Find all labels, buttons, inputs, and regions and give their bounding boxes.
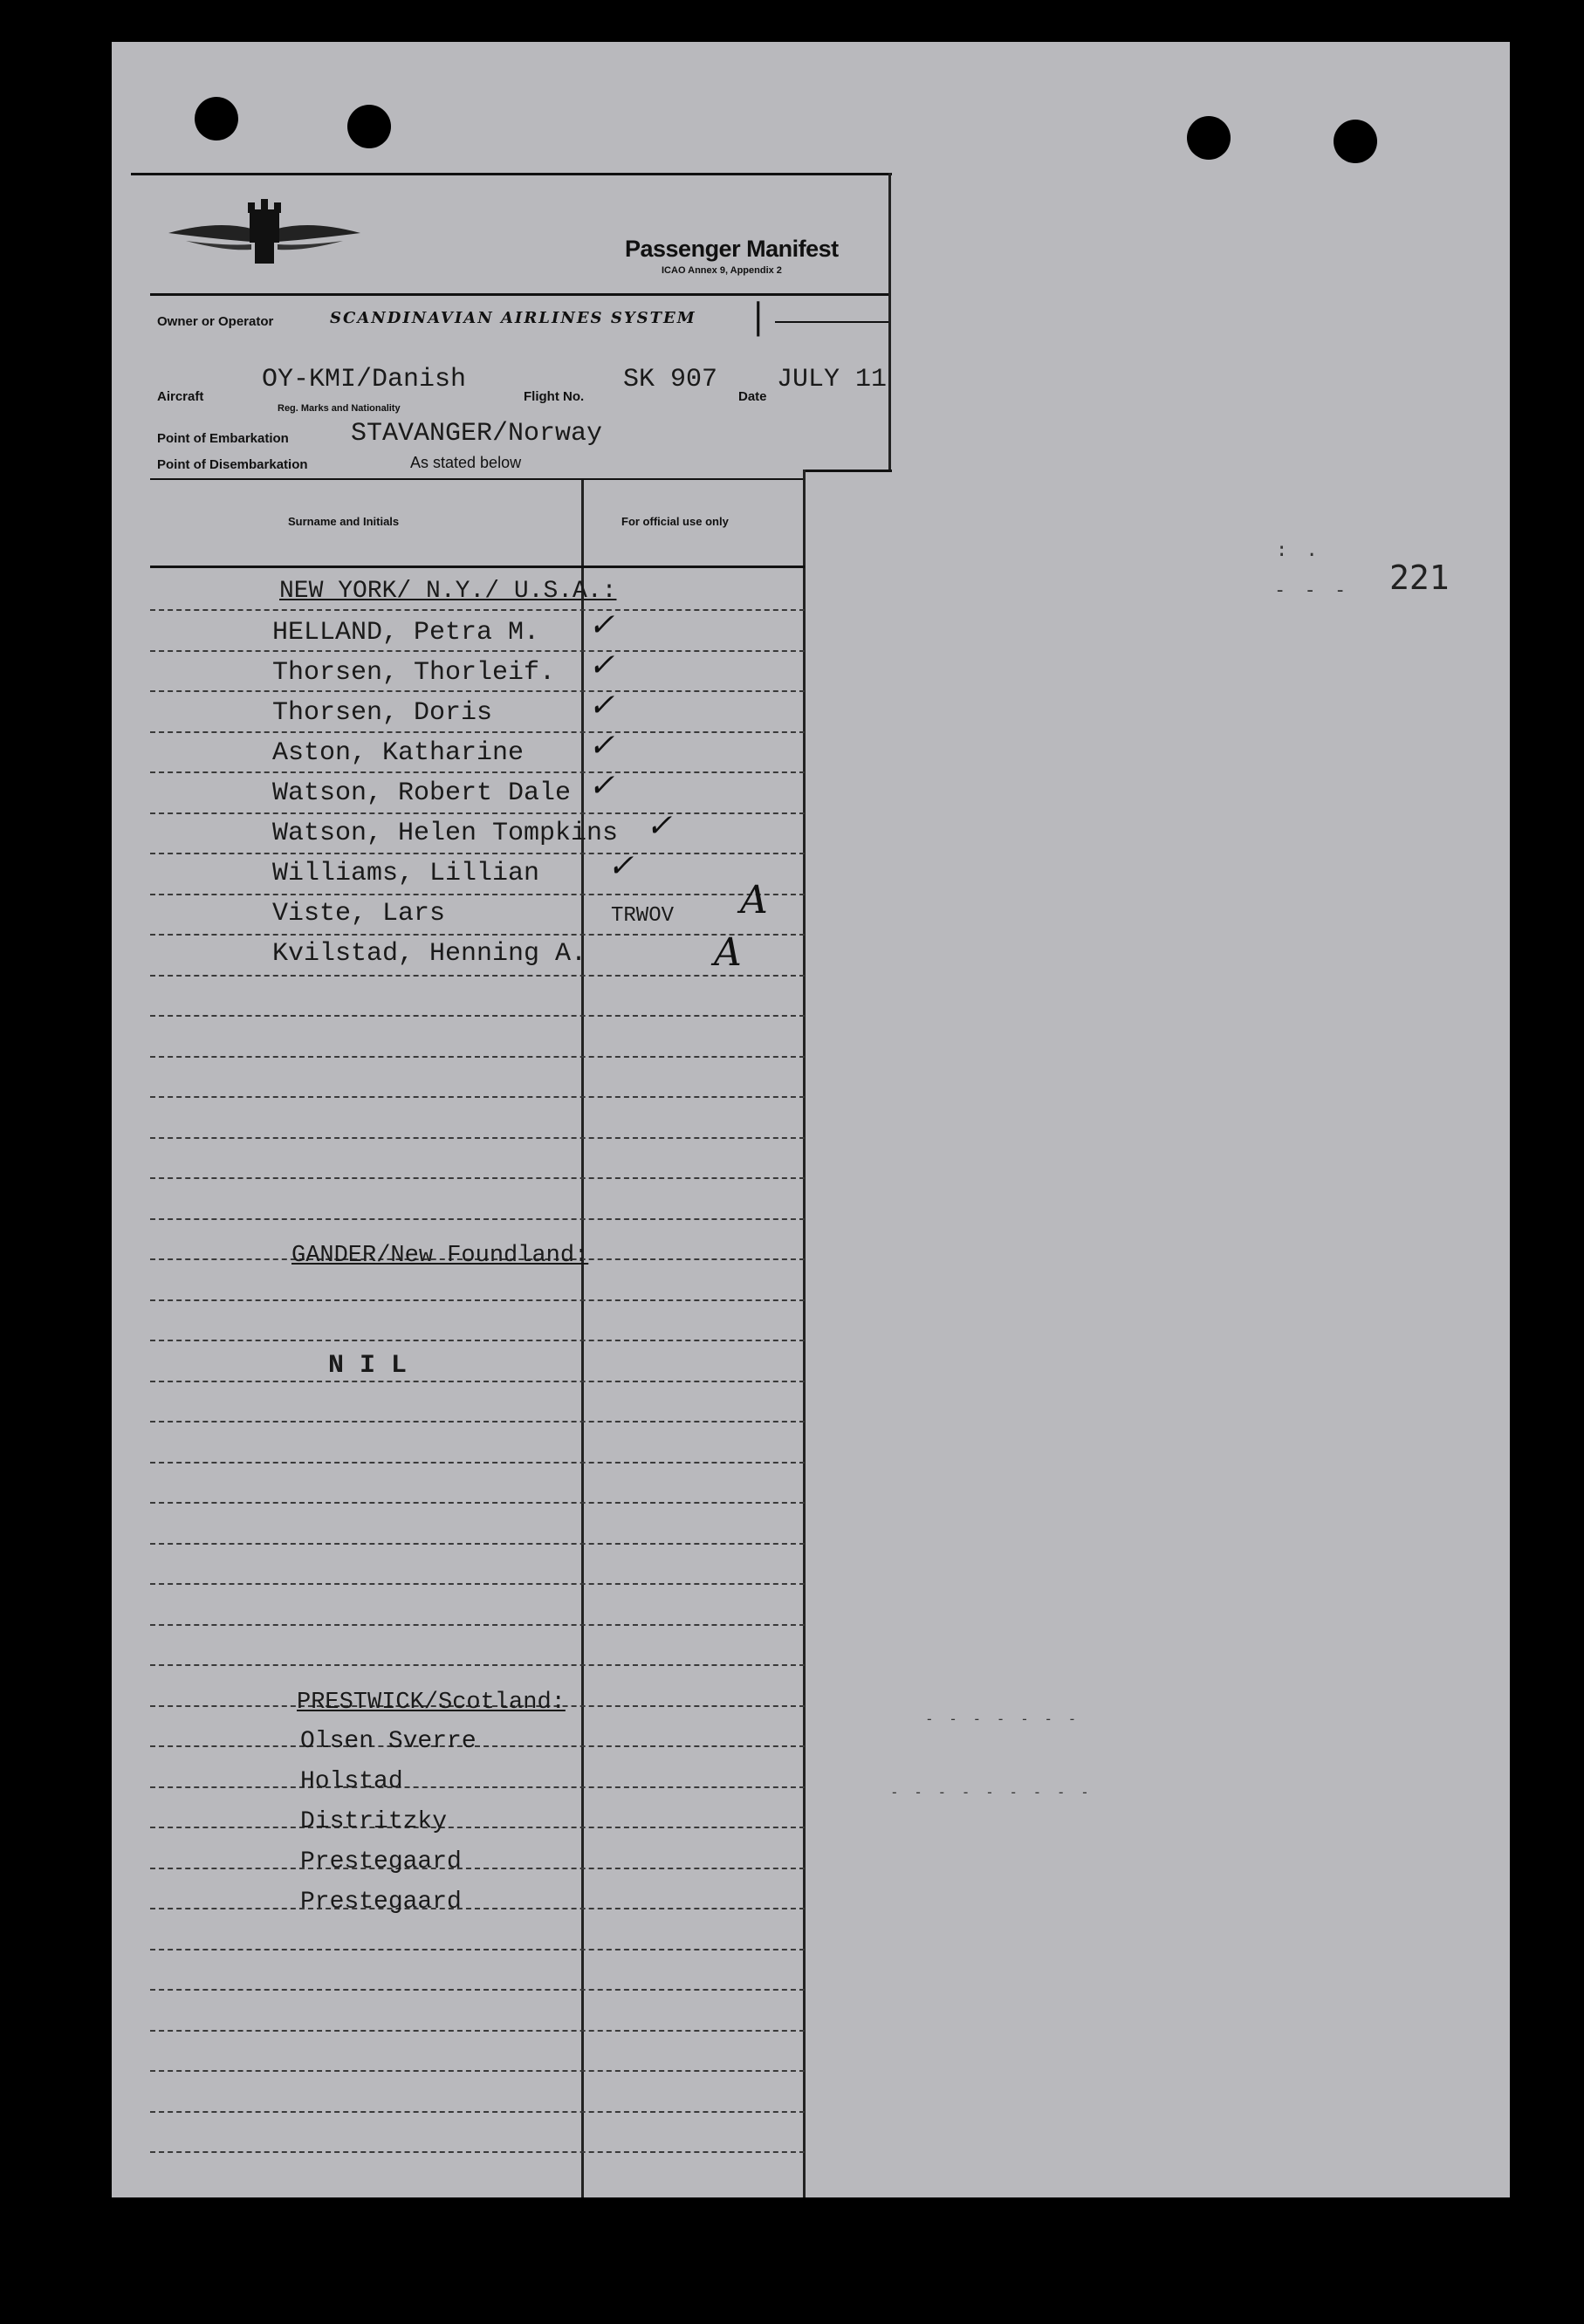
column-header-name: Surname and Initials <box>288 515 400 528</box>
ruled-line <box>150 1543 805 1545</box>
passenger-name: HELLAND, Petra M. <box>272 618 540 648</box>
ruled-line <box>150 1745 805 1747</box>
ruled-line <box>150 1177 805 1179</box>
ruled-line <box>150 1462 805 1464</box>
check-mark: ✓ <box>588 728 615 764</box>
passenger-name: Aston, Katharine <box>272 738 525 768</box>
check-mark: ✓ <box>588 768 615 804</box>
section-heading-gander: GANDER/New Foundland: <box>291 1243 589 1269</box>
handwritten-a: A <box>740 878 768 922</box>
passenger-name: Prestegaard <box>300 1889 462 1916</box>
column-header-border <box>150 566 805 568</box>
header-step <box>805 470 892 472</box>
ruled-line <box>150 894 805 895</box>
aircraft-label: Aircraft <box>157 389 204 404</box>
passenger-name: Distritzky <box>300 1808 448 1835</box>
operator-value: SCANDINAVIAN AIRLINES SYSTEM <box>330 309 696 327</box>
section-heading-prestwick: PRESTWICK/Scotland: <box>297 1690 566 1716</box>
punch-hole <box>347 105 391 148</box>
punch-hole <box>195 97 238 141</box>
disembarkation-value: As stated below <box>410 454 522 471</box>
ruled-line <box>150 1056 805 1058</box>
ruled-line <box>150 2151 805 2153</box>
airline-logo-icon <box>164 194 365 277</box>
passenger-name: Thorsen, Thorleif. <box>272 658 556 688</box>
ruled-line <box>150 2030 805 2032</box>
header-top-border <box>131 173 892 175</box>
check-mark: ✓ <box>607 848 634 884</box>
ruled-line <box>150 812 805 814</box>
passenger-name: Watson, Robert Dale <box>272 778 572 808</box>
ruled-line <box>150 853 805 854</box>
ruled-line <box>150 731 805 733</box>
ruled-line <box>150 1421 805 1423</box>
bleed-through-mark: - - - - - - - - - <box>890 1784 1093 1800</box>
header-divider <box>150 293 890 296</box>
check-mark: ✓ <box>588 607 615 643</box>
passenger-name: Viste, Lars <box>272 899 446 929</box>
manifest-subtitle: ICAO Annex 9, Appendix 2 <box>662 265 782 276</box>
check-mark: ✓ <box>588 688 615 723</box>
handwritten-a: A <box>714 930 742 975</box>
page-number: 221 <box>1389 559 1450 597</box>
ruled-line <box>150 1624 805 1626</box>
aircraft-value: OY-KMI/Danish <box>262 365 467 394</box>
ruled-line <box>150 1015 805 1017</box>
section-heading-new-york: NEW YORK/ N.Y./ U.S.A.: <box>279 578 617 605</box>
disembarkation-label: Point of Disembarkation <box>157 457 308 472</box>
date-label: Date <box>738 389 767 404</box>
passenger-name: Prestegaard <box>300 1848 462 1875</box>
ruled-line <box>150 1137 805 1139</box>
embarkation-value: STAVANGER/Norway <box>351 419 603 449</box>
ruled-line <box>150 650 805 652</box>
operator-line <box>775 321 888 323</box>
column-divider <box>581 480 584 2197</box>
ruled-line <box>150 934 805 936</box>
punch-hole <box>1187 116 1231 160</box>
ruled-line <box>150 1868 805 1869</box>
header-right-border <box>888 173 891 470</box>
bleed-through-mark: - - - <box>1274 579 1350 601</box>
flight-label: Flight No. <box>524 389 585 404</box>
ruled-line <box>150 1786 805 1788</box>
ruled-line <box>150 1989 805 1991</box>
passenger-name: Holstad <box>300 1768 403 1795</box>
ruled-line <box>150 2111 805 2113</box>
ruled-line <box>150 1299 805 1301</box>
ruled-line <box>150 1096 805 1098</box>
table-right-border <box>803 470 806 2197</box>
ruled-line <box>150 690 805 692</box>
ruled-line <box>150 1908 805 1909</box>
ruled-line <box>150 1340 805 1341</box>
passenger-name: Williams, Lillian <box>272 859 540 888</box>
embarkation-label: Point of Embarkation <box>157 431 289 446</box>
trwov-stamp: TRWOV <box>611 904 675 928</box>
check-mark: ✓ <box>646 808 673 844</box>
passenger-name: Thorsen, Doris <box>272 698 493 728</box>
ruled-line <box>150 1664 805 1666</box>
passenger-name: Olsen Sverre <box>300 1728 477 1755</box>
ruled-line <box>150 1827 805 1828</box>
operator-label: Owner or Operator <box>157 314 274 329</box>
ruled-line <box>150 1949 805 1950</box>
passenger-name: Watson, Helen Tompkins <box>272 819 619 848</box>
passenger-name: Kvilstad, Henning A. <box>272 939 587 969</box>
ruled-line <box>150 1218 805 1220</box>
column-header-official: For official use only <box>621 515 729 528</box>
ruled-line <box>150 975 805 977</box>
flight-value: SK 907 <box>623 365 718 394</box>
manifest-title: Passenger Manifest <box>625 236 839 262</box>
table-top-border <box>150 478 805 480</box>
ruled-line <box>150 1381 805 1382</box>
ruled-line <box>150 2070 805 2072</box>
nil-entry: N I L <box>328 1351 408 1381</box>
date-value: JULY 11 <box>777 365 888 394</box>
reg-marks-label: Reg. Marks and Nationality <box>278 403 401 414</box>
ruled-line <box>150 771 805 773</box>
bleed-through-mark: - - - - - - - <box>925 1710 1080 1727</box>
ruled-line <box>150 609 805 611</box>
ruled-line <box>150 1502 805 1504</box>
bleed-through-mark: : . <box>1276 539 1321 561</box>
punch-hole <box>1334 120 1377 163</box>
check-mark: ✓ <box>588 648 615 683</box>
ruled-line <box>150 1583 805 1585</box>
operator-mark: | <box>752 297 765 337</box>
